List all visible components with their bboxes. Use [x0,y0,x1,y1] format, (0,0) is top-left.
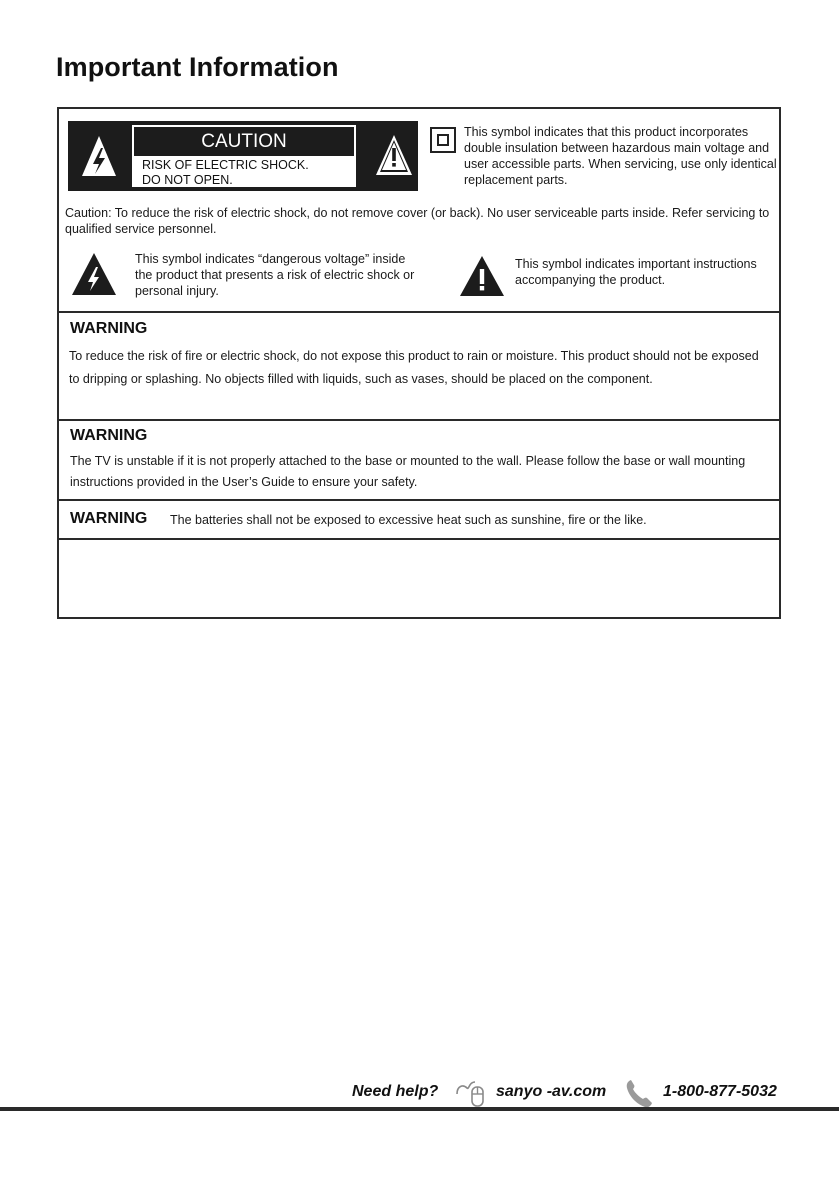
warning-batteries-section [59,501,779,540]
double-square-icon [430,127,456,153]
caution-section [59,109,779,313]
phone-handset-icon [624,1077,656,1109]
page-title: Important Information [56,52,339,82]
need-help-label: Need help? [352,1083,439,1100]
exclamation-triangle-icon [459,255,505,297]
warning-heading: WARNING [70,427,148,444]
warning-heading: WARNING [70,320,148,337]
lightning-bolt-triangle-icon [80,134,118,178]
caution-label [132,125,356,187]
warning-moisture-text: To reduce the risk of fire or electric shock, do not expose this product to rain or moisture. This product should not be exposed to dripping or splashing. No objects filled with liquids, such as vases, should be placed on the component. [69,349,759,386]
lightning-bolt-triangle-icon [71,252,117,296]
warning-heading: WARNING [70,510,148,527]
mouse-icon [453,1078,485,1108]
double-insulation-text: This symbol indicates that this product incorporates double insulation between hazardous main voltage and user accessible parts. When servicing, use only identical replacement parts. [464,125,777,187]
important-instructions-text: This symbol indicates important instructions accompanying the product. [515,257,757,287]
warning-stability-section [59,421,779,501]
warning-batteries-text: The batteries shall not be exposed to excessive heat such as sunshine, fire or the like. [170,513,647,527]
dangerous-voltage-text: This symbol indicates “dangerous voltage” inside the product that presents a risk of electric shock or personal injury. [135,252,415,298]
exclamation-triangle-icon [374,132,414,178]
website-link[interactable]: sanyo -av.com [496,1083,607,1100]
blank-section [59,540,779,617]
caution-text: Caution: To reduce the risk of electric shock, do not remove cover (or back). No user serviceable parts inside. Refer servicing to qualified service personnel. [65,206,770,236]
caution-open-line: DO NOT OPEN. [142,173,233,187]
support-phone: 1-800-877-5032 [663,1083,777,1100]
warning-stability-text: The TV is unstable if it is not properly attached to the base or mounted to the wall. Please follow the base or wall mounting instructions provided in the User’s Guide to ensure your safety. [70,454,746,489]
caution-heading: CAUTION [134,127,354,156]
footer-divider [0,1107,839,1111]
caution-banner [68,121,418,191]
warning-moisture-section [59,313,779,421]
caution-shock-line: RISK OF ELECTRIC SHOCK. [142,158,309,172]
safety-info-panel [57,107,781,619]
